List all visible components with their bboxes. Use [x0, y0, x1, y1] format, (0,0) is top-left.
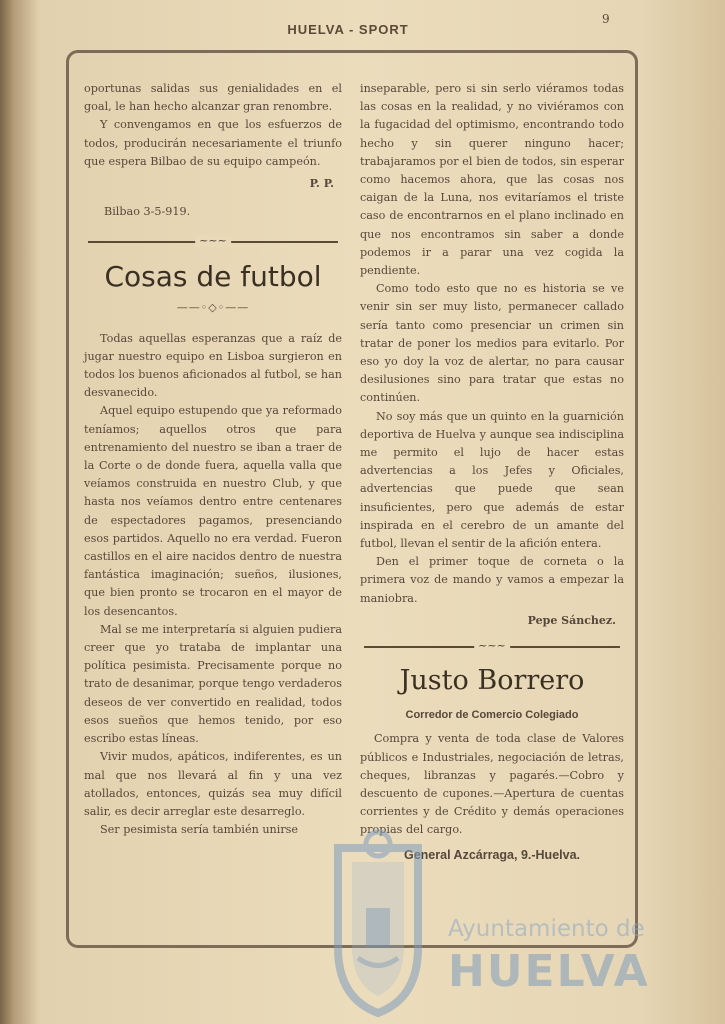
article-paragraph: inseparable, pero si sin serlo viéramos todas las cosas en la realidad, y no viviéramos con la fugacidad del optimismo, encontrando todo hecho y sin querer ninguno hacer; trabajaramos por el bien de todos, sin esperar como hacemos ahora, que las cosas nos caigan de la Luna, nos evitaríamos el triste caso de encontrarnos en el plano inclinado en que nos encontramos sin saber a donde podemos ir a parar una vez cogida la pendiente.: [360, 82, 624, 278]
advert-divider: [360, 640, 624, 654]
divider-ornament: ~~~: [195, 235, 231, 247]
prev-article-dateline: Bilbao 3-5-919.: [104, 205, 191, 219]
article-paragraph: Aquel equipo estupendo que ya reformado teníamos; aquellos otros que para entrenamiento del nuestro se iban a traer de la Corte o de donde fuera, aquella valla que veíamos construida en nuestro Club, y que hasta nos veíamos dentro entre centenares de espectadores pagamos, presenciando esos partidos. Aquello no era verdad. Fueron castillos en el aire nacidos dentro de nuestra fantástica imaginación; sueños, ilusiones, que bien pronto se trocaron en el mayor de los desencantos.: [84, 404, 342, 618]
article-paragraph: Den el primer toque de corneta o la primera voz de mando y vamos a empezar la maniobra.: [360, 555, 624, 605]
article-title: Cosas de futbol: [104, 260, 322, 294]
advert-role: Corredor de Comercio Colegiado: [405, 709, 579, 722]
article-paragraph: No soy más que un quinto en la guarnición deportiva de Huelva y aunque sea indisciplina me permito el lujo de hacer estas advertencias a los Jefes y Oficiales, advertencias que puede que sean insuficientes, pero que además de estar inspirada en el cerebro de un amante del futbol, llevan el sentir de la afición entera.: [360, 409, 624, 551]
article-paragraph: Todas aquellas esperanzas que a raíz de jugar nuestro equipo en Lisboa surgieron en todos los buenos aficionados al futbol, se han desvanecido.: [84, 331, 342, 400]
watermark: [318, 828, 648, 1018]
title-ornament: ——◦◇◦——: [176, 301, 250, 315]
prev-article-text: oportunas salidas sus genialidades en el goal, le han hecho alcanzar gran renombre.: [84, 82, 342, 114]
advert-text: Compra y venta de toda clase de Valores públicos e Industriales, negociación de letras, cheques, libranzas y pagarés.—Cobro y descuento de cupones.—Apertura de cuentas corrientes y de Crédito y demás operaciones propias del cargo.: [360, 732, 624, 837]
article-paragraph: Ser pesimista sería también unirse: [100, 823, 299, 837]
left-column: [84, 80, 342, 839]
prev-article-text: Y convengamos en que los esfuerzos de todos, producirán necesariamente el triunfo que espera Bilbao de su equipo campeón.: [84, 118, 342, 168]
city-crest-icon: [318, 828, 438, 1018]
advert-address: General Azcárraga, 9.-Huelva.: [403, 847, 580, 862]
advert-name: Justo Borrero: [399, 665, 585, 697]
watermark-city: HUELVA: [448, 946, 650, 997]
section-divider: [84, 235, 342, 249]
divider-ornament: ~~~: [474, 640, 510, 652]
article-signature: Pepe Sánchez.: [527, 613, 616, 627]
right-column: [360, 80, 624, 864]
article-paragraph: Mal se me interpretaría si alguien pudiera creer que yo trataba de implantar una política pesimista. Precisamente porque no trato de desanimar, porque tengo verdaderos deseos de ver convertido en realidad, todos esos sueños que hemos tenido, por eso escribo estas líneas.: [84, 622, 342, 746]
article-paragraph: Como todo esto que no es historia se ve venir sin ser muy listo, permanecer callado sería tanto como presenciar un crimen sin tratar de poner los medios para evitarlo. Por eso yo doy la voz de alertar, no para causar desilusiones sino para tratar que estas no continúen.: [360, 282, 624, 405]
page-number: 9: [602, 12, 610, 26]
article-paragraph: Vivir mudos, apáticos, indiferentes, es un mal que nos llevará al fin y una vez atollados, entonces, quizás sea muy difícil salir, es decir arreglar este desarreglo.: [84, 750, 342, 818]
running-title: HUELVA - SPORT: [287, 22, 409, 37]
watermark-brand: Ayuntamiento de: [448, 916, 645, 942]
prev-article-signature: P. P.: [309, 177, 334, 191]
